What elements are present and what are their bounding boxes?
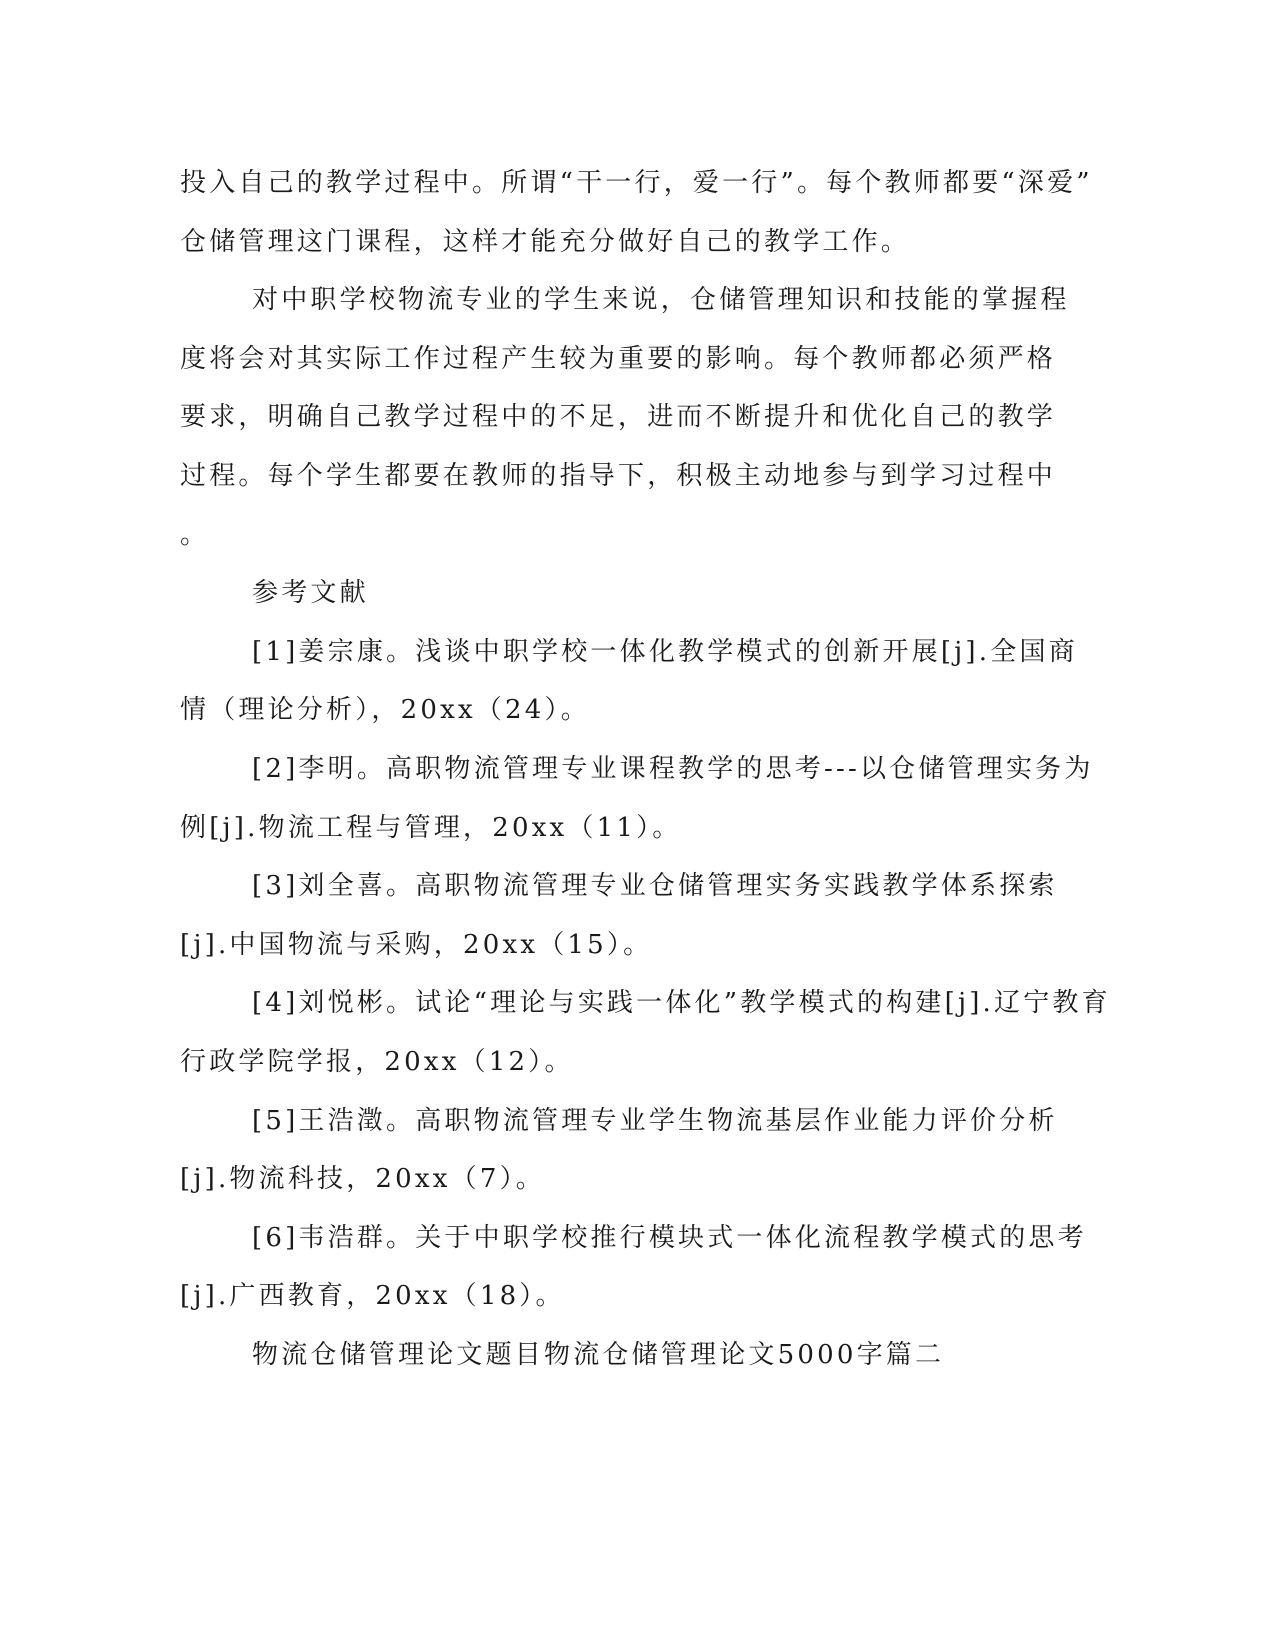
body-text-line: 要求，明确自己教学过程中的不足，进而不断提升和优化自己的教学: [180, 402, 1057, 432]
reference-item: [5]王浩澂。高职物流管理专业学生物流基层作业能力评价分析: [252, 1106, 1058, 1136]
reference-item: 例[j].物流工程与管理，20xx（11）。: [180, 813, 682, 843]
references-heading: 参考文献: [252, 578, 369, 608]
reference-item: 行政学院学报，20xx（12）。: [180, 1047, 574, 1077]
reference-item: [j].物流科技，20xx（7）。: [180, 1164, 545, 1194]
reference-item: [j].广西教育，20xx（18）。: [180, 1281, 565, 1311]
reference-item: 情（理论分析），20xx（24）。: [180, 695, 590, 725]
reference-item: [j].中国物流与采购，20xx（15）。: [180, 930, 653, 960]
body-text-line: 。: [180, 520, 210, 550]
body-text-line: 对中职学校物流专业的学生来说，仓储管理知识和技能的掌握程: [252, 285, 1070, 315]
reference-item: [1]姜宗康。浅谈中职学校一体化教学模式的创新开展[j].全国商: [252, 637, 1078, 667]
section-title: 物流仓储管理论文题目物流仓储管理论文5000字篇二: [252, 1340, 945, 1370]
reference-item: [4]刘悦彬。试论“理论与实践一体化”教学模式的构建[j].辽宁教育: [252, 988, 1111, 1018]
body-text-line: 过程。每个学生都要在教师的指导下，积极主动地参与到学习过程中: [180, 461, 1057, 491]
reference-item: [2]李明。高职物流管理专业课程教学的思考---以仓储管理实务为: [252, 754, 1094, 784]
body-text-line: 仓储管理这门课程，这样才能充分做好自己的教学工作。: [180, 227, 911, 257]
body-text-line: 投入自己的教学过程中。所谓“干一行，爱一行”。每个教师都要“深爱”: [180, 168, 1093, 198]
reference-item: [3]刘全喜。高职物流管理专业仓储管理实务实践教学体系探索: [252, 871, 1058, 901]
reference-item: [6]韦浩群。关于中职学校推行模块式一体化流程教学模式的思考: [252, 1223, 1087, 1253]
body-text-line: 度将会对其实际工作过程产生较为重要的影响。每个教师都必须严格: [180, 344, 1057, 374]
